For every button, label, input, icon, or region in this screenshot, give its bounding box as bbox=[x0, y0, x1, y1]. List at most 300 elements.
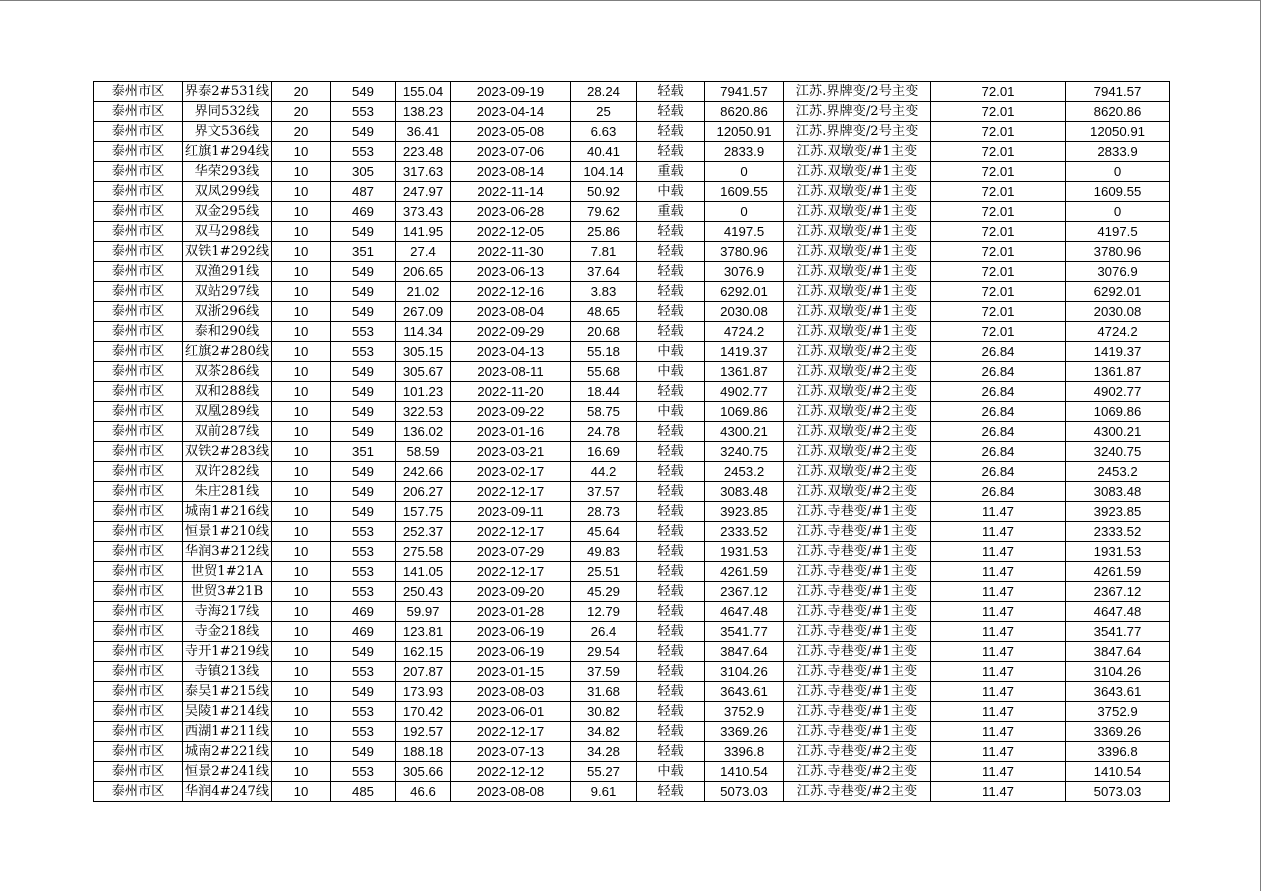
voltage-cell: 10 bbox=[272, 402, 331, 422]
voltage-cell: 10 bbox=[272, 482, 331, 502]
table-row bbox=[94, 382, 1170, 402]
table-row bbox=[94, 242, 1170, 262]
voltage-cell: 10 bbox=[272, 442, 331, 462]
transformer-cell: 江苏.双墩变/#2主变 bbox=[784, 422, 931, 442]
transformer-cell: 江苏.双墩变/#2主变 bbox=[784, 482, 931, 502]
model-cell: 553 bbox=[331, 562, 396, 582]
load-type-cell: 轻载 bbox=[637, 482, 705, 502]
area-cell: 泰州市区 bbox=[94, 442, 183, 462]
transformer-cell: 江苏.双墩变/#1主变 bbox=[784, 162, 931, 182]
voltage-cell: 20 bbox=[272, 82, 331, 102]
transformer-cell: 江苏.寺巷变/#1主变 bbox=[784, 542, 931, 562]
open-capacity-cell: 3847.64 bbox=[705, 642, 784, 662]
transformer-cell: 江苏.寺巷变/#2主变 bbox=[784, 742, 931, 762]
open-capacity-2-cell: 2367.12 bbox=[1066, 582, 1170, 602]
length-cell: 305.15 bbox=[396, 342, 451, 362]
load-rate-cell: 55.18 bbox=[571, 342, 637, 362]
line-name-cell: 双和288线 bbox=[183, 382, 272, 402]
open-capacity-cell: 3076.9 bbox=[705, 262, 784, 282]
transformer-load-cell: 11.47 bbox=[931, 542, 1066, 562]
line-name-cell: 泰吴1#215线 bbox=[183, 682, 272, 702]
length-cell: 21.02 bbox=[396, 282, 451, 302]
line-name-cell: 恒景2#241线 bbox=[183, 762, 272, 782]
transformer-load-cell: 11.47 bbox=[931, 602, 1066, 622]
line-name-cell: 双浙296线 bbox=[183, 302, 272, 322]
load-rate-cell: 34.28 bbox=[571, 742, 637, 762]
model-cell: 553 bbox=[331, 522, 396, 542]
table-row bbox=[94, 602, 1170, 622]
date-cell: 2022-12-16 bbox=[451, 282, 571, 302]
load-rate-cell: 25 bbox=[571, 102, 637, 122]
transformer-load-cell: 26.84 bbox=[931, 422, 1066, 442]
transformer-cell: 江苏.双墩变/#2主变 bbox=[784, 402, 931, 422]
length-cell: 188.18 bbox=[396, 742, 451, 762]
area-cell: 泰州市区 bbox=[94, 162, 183, 182]
length-cell: 247.97 bbox=[396, 182, 451, 202]
voltage-cell: 10 bbox=[272, 422, 331, 442]
model-cell: 549 bbox=[331, 462, 396, 482]
open-capacity-2-cell: 4724.2 bbox=[1066, 322, 1170, 342]
length-cell: 36.41 bbox=[396, 122, 451, 142]
transformer-cell: 江苏.双墩变/#2主变 bbox=[784, 462, 931, 482]
transformer-load-cell: 26.84 bbox=[931, 382, 1066, 402]
voltage-cell: 20 bbox=[272, 122, 331, 142]
area-cell: 泰州市区 bbox=[94, 282, 183, 302]
open-capacity-2-cell: 3643.61 bbox=[1066, 682, 1170, 702]
voltage-cell: 10 bbox=[272, 362, 331, 382]
area-cell: 泰州市区 bbox=[94, 482, 183, 502]
line-name-cell: 华润3#212线 bbox=[183, 542, 272, 562]
line-name-cell: 城南1#216线 bbox=[183, 502, 272, 522]
model-cell: 553 bbox=[331, 542, 396, 562]
line-name-cell: 华荣293线 bbox=[183, 162, 272, 182]
date-cell: 2023-07-06 bbox=[451, 142, 571, 162]
load-rate-cell: 6.63 bbox=[571, 122, 637, 142]
transformer-load-cell: 11.47 bbox=[931, 782, 1066, 802]
model-cell: 553 bbox=[331, 102, 396, 122]
load-type-cell: 轻载 bbox=[637, 722, 705, 742]
table-row bbox=[94, 782, 1170, 802]
load-rate-cell: 37.59 bbox=[571, 662, 637, 682]
area-cell: 泰州市区 bbox=[94, 742, 183, 762]
line-name-cell: 双铁2#283线 bbox=[183, 442, 272, 462]
length-cell: 157.75 bbox=[396, 502, 451, 522]
length-cell: 207.87 bbox=[396, 662, 451, 682]
length-cell: 101.23 bbox=[396, 382, 451, 402]
load-rate-cell: 12.79 bbox=[571, 602, 637, 622]
table-row bbox=[94, 162, 1170, 182]
line-name-cell: 双站297线 bbox=[183, 282, 272, 302]
transformer-load-cell: 11.47 bbox=[931, 702, 1066, 722]
voltage-cell: 10 bbox=[272, 542, 331, 562]
model-cell: 549 bbox=[331, 262, 396, 282]
table-row bbox=[94, 682, 1170, 702]
open-capacity-2-cell: 6292.01 bbox=[1066, 282, 1170, 302]
load-type-cell: 轻载 bbox=[637, 242, 705, 262]
transformer-load-cell: 26.84 bbox=[931, 402, 1066, 422]
area-cell: 泰州市区 bbox=[94, 342, 183, 362]
transformer-load-cell: 11.47 bbox=[931, 622, 1066, 642]
load-type-cell: 轻载 bbox=[637, 702, 705, 722]
area-cell: 泰州市区 bbox=[94, 222, 183, 242]
open-capacity-cell: 3780.96 bbox=[705, 242, 784, 262]
table-row bbox=[94, 262, 1170, 282]
area-cell: 泰州市区 bbox=[94, 622, 183, 642]
transformer-load-cell: 11.47 bbox=[931, 742, 1066, 762]
transformer-load-cell: 72.01 bbox=[931, 162, 1066, 182]
table-row bbox=[94, 322, 1170, 342]
voltage-cell: 10 bbox=[272, 742, 331, 762]
transformer-cell: 江苏.双墩变/#1主变 bbox=[784, 302, 931, 322]
load-rate-cell: 9.61 bbox=[571, 782, 637, 802]
transformer-load-cell: 11.47 bbox=[931, 562, 1066, 582]
load-type-cell: 轻载 bbox=[637, 682, 705, 702]
voltage-cell: 10 bbox=[272, 702, 331, 722]
area-cell: 泰州市区 bbox=[94, 702, 183, 722]
length-cell: 114.34 bbox=[396, 322, 451, 342]
open-capacity-cell: 2030.08 bbox=[705, 302, 784, 322]
open-capacity-cell: 2367.12 bbox=[705, 582, 784, 602]
load-rate-cell: 28.24 bbox=[571, 82, 637, 102]
area-cell: 泰州市区 bbox=[94, 602, 183, 622]
voltage-cell: 10 bbox=[272, 322, 331, 342]
open-capacity-2-cell: 5073.03 bbox=[1066, 782, 1170, 802]
area-cell: 泰州市区 bbox=[94, 642, 183, 662]
table-row bbox=[94, 482, 1170, 502]
table-row bbox=[94, 442, 1170, 462]
line-name-cell: 吴陵1#214线 bbox=[183, 702, 272, 722]
table-row bbox=[94, 702, 1170, 722]
load-rate-cell: 50.92 bbox=[571, 182, 637, 202]
model-cell: 305 bbox=[331, 162, 396, 182]
load-type-cell: 轻载 bbox=[637, 522, 705, 542]
table-row bbox=[94, 722, 1170, 742]
transformer-load-cell: 11.47 bbox=[931, 682, 1066, 702]
load-rate-cell: 34.82 bbox=[571, 722, 637, 742]
table-row bbox=[94, 102, 1170, 122]
load-rate-cell: 26.4 bbox=[571, 622, 637, 642]
length-cell: 252.37 bbox=[396, 522, 451, 542]
open-capacity-2-cell: 4647.48 bbox=[1066, 602, 1170, 622]
length-cell: 373.43 bbox=[396, 202, 451, 222]
open-capacity-cell: 2333.52 bbox=[705, 522, 784, 542]
load-type-cell: 轻载 bbox=[637, 82, 705, 102]
load-type-cell: 轻载 bbox=[637, 102, 705, 122]
length-cell: 267.09 bbox=[396, 302, 451, 322]
length-cell: 275.58 bbox=[396, 542, 451, 562]
load-type-cell: 轻载 bbox=[637, 782, 705, 802]
table-row bbox=[94, 122, 1170, 142]
transformer-cell: 江苏.寺巷变/#2主变 bbox=[784, 782, 931, 802]
date-cell: 2023-09-11 bbox=[451, 502, 571, 522]
load-type-cell: 轻载 bbox=[637, 442, 705, 462]
line-name-cell: 双渔291线 bbox=[183, 262, 272, 282]
open-capacity-cell: 1931.53 bbox=[705, 542, 784, 562]
model-cell: 487 bbox=[331, 182, 396, 202]
open-capacity-2-cell: 4902.77 bbox=[1066, 382, 1170, 402]
transformer-cell: 江苏.界牌变/2号主变 bbox=[784, 82, 931, 102]
open-capacity-cell: 3752.9 bbox=[705, 702, 784, 722]
open-capacity-2-cell: 1410.54 bbox=[1066, 762, 1170, 782]
date-cell: 2023-09-22 bbox=[451, 402, 571, 422]
date-cell: 2022-11-30 bbox=[451, 242, 571, 262]
transformer-load-cell: 26.84 bbox=[931, 462, 1066, 482]
open-capacity-2-cell: 1609.55 bbox=[1066, 182, 1170, 202]
load-type-cell: 重载 bbox=[637, 162, 705, 182]
line-name-cell: 世贸3#21B bbox=[183, 582, 272, 602]
date-cell: 2023-06-19 bbox=[451, 642, 571, 662]
voltage-cell: 10 bbox=[272, 602, 331, 622]
date-cell: 2023-07-29 bbox=[451, 542, 571, 562]
table-row bbox=[94, 582, 1170, 602]
area-cell: 泰州市区 bbox=[94, 142, 183, 162]
open-capacity-2-cell: 4261.59 bbox=[1066, 562, 1170, 582]
transformer-cell: 江苏.寺巷变/#1主变 bbox=[784, 502, 931, 522]
transformer-cell: 江苏.双墩变/#1主变 bbox=[784, 182, 931, 202]
open-capacity-cell: 2453.2 bbox=[705, 462, 784, 482]
open-capacity-2-cell: 0 bbox=[1066, 162, 1170, 182]
transformer-load-cell: 11.47 bbox=[931, 662, 1066, 682]
load-rate-cell: 25.51 bbox=[571, 562, 637, 582]
load-rate-cell: 49.83 bbox=[571, 542, 637, 562]
voltage-cell: 10 bbox=[272, 242, 331, 262]
table-row bbox=[94, 282, 1170, 302]
open-capacity-cell: 12050.91 bbox=[705, 122, 784, 142]
transformer-cell: 江苏.寺巷变/#1主变 bbox=[784, 662, 931, 682]
line-name-cell: 双许282线 bbox=[183, 462, 272, 482]
model-cell: 485 bbox=[331, 782, 396, 802]
date-cell: 2023-05-08 bbox=[451, 122, 571, 142]
length-cell: 170.42 bbox=[396, 702, 451, 722]
area-cell: 泰州市区 bbox=[94, 522, 183, 542]
transformer-cell: 江苏.双墩变/#2主变 bbox=[784, 362, 931, 382]
open-capacity-cell: 5073.03 bbox=[705, 782, 784, 802]
open-capacity-cell: 4300.21 bbox=[705, 422, 784, 442]
load-type-cell: 中载 bbox=[637, 342, 705, 362]
length-cell: 173.93 bbox=[396, 682, 451, 702]
model-cell: 553 bbox=[331, 582, 396, 602]
model-cell: 553 bbox=[331, 702, 396, 722]
table-row bbox=[94, 762, 1170, 782]
voltage-cell: 10 bbox=[272, 162, 331, 182]
date-cell: 2023-01-15 bbox=[451, 662, 571, 682]
line-name-cell: 城南2#221线 bbox=[183, 742, 272, 762]
length-cell: 136.02 bbox=[396, 422, 451, 442]
date-cell: 2022-09-29 bbox=[451, 322, 571, 342]
load-rate-cell: 45.64 bbox=[571, 522, 637, 542]
open-capacity-2-cell: 2030.08 bbox=[1066, 302, 1170, 322]
line-name-cell: 寺开1#219线 bbox=[183, 642, 272, 662]
open-capacity-2-cell: 12050.91 bbox=[1066, 122, 1170, 142]
load-rate-cell: 16.69 bbox=[571, 442, 637, 462]
load-rate-cell: 79.62 bbox=[571, 202, 637, 222]
transformer-load-cell: 26.84 bbox=[931, 362, 1066, 382]
model-cell: 553 bbox=[331, 142, 396, 162]
area-cell: 泰州市区 bbox=[94, 502, 183, 522]
date-cell: 2023-08-03 bbox=[451, 682, 571, 702]
open-capacity-cell: 3369.26 bbox=[705, 722, 784, 742]
table-row bbox=[94, 202, 1170, 222]
load-type-cell: 中载 bbox=[637, 402, 705, 422]
open-capacity-cell: 1609.55 bbox=[705, 182, 784, 202]
area-cell: 泰州市区 bbox=[94, 682, 183, 702]
load-type-cell: 轻载 bbox=[637, 662, 705, 682]
model-cell: 469 bbox=[331, 202, 396, 222]
model-cell: 549 bbox=[331, 422, 396, 442]
open-capacity-cell: 3396.8 bbox=[705, 742, 784, 762]
transformer-cell: 江苏.界牌变/2号主变 bbox=[784, 102, 931, 122]
transformer-load-cell: 26.84 bbox=[931, 482, 1066, 502]
transformer-cell: 江苏.双墩变/#1主变 bbox=[784, 142, 931, 162]
model-cell: 549 bbox=[331, 302, 396, 322]
load-type-cell: 轻载 bbox=[637, 642, 705, 662]
line-name-cell: 双凤299线 bbox=[183, 182, 272, 202]
open-capacity-cell: 4261.59 bbox=[705, 562, 784, 582]
area-cell: 泰州市区 bbox=[94, 202, 183, 222]
transformer-cell: 江苏.寺巷变/#2主变 bbox=[784, 762, 931, 782]
transformer-cell: 江苏.双墩变/#1主变 bbox=[784, 202, 931, 222]
voltage-cell: 10 bbox=[272, 202, 331, 222]
voltage-cell: 10 bbox=[272, 762, 331, 782]
table-row bbox=[94, 642, 1170, 662]
transformer-cell: 江苏.寺巷变/#1主变 bbox=[784, 722, 931, 742]
transformer-cell: 江苏.双墩变/#1主变 bbox=[784, 242, 931, 262]
open-capacity-2-cell: 2453.2 bbox=[1066, 462, 1170, 482]
open-capacity-cell: 1410.54 bbox=[705, 762, 784, 782]
transformer-cell: 江苏.寺巷变/#1主变 bbox=[784, 682, 931, 702]
transformer-load-cell: 72.01 bbox=[931, 302, 1066, 322]
area-cell: 泰州市区 bbox=[94, 662, 183, 682]
open-capacity-cell: 1069.86 bbox=[705, 402, 784, 422]
load-type-cell: 中载 bbox=[637, 182, 705, 202]
open-capacity-cell: 3240.75 bbox=[705, 442, 784, 462]
load-type-cell: 轻载 bbox=[637, 422, 705, 442]
length-cell: 317.63 bbox=[396, 162, 451, 182]
date-cell: 2022-12-12 bbox=[451, 762, 571, 782]
date-cell: 2022-12-05 bbox=[451, 222, 571, 242]
load-type-cell: 轻载 bbox=[637, 222, 705, 242]
voltage-cell: 10 bbox=[272, 302, 331, 322]
date-cell: 2023-08-04 bbox=[451, 302, 571, 322]
open-capacity-cell: 2833.9 bbox=[705, 142, 784, 162]
line-name-cell: 双马298线 bbox=[183, 222, 272, 242]
line-name-cell: 双铁1#292线 bbox=[183, 242, 272, 262]
line-name-cell: 界同532线 bbox=[183, 102, 272, 122]
open-capacity-2-cell: 3780.96 bbox=[1066, 242, 1170, 262]
load-rate-cell: 40.41 bbox=[571, 142, 637, 162]
area-cell: 泰州市区 bbox=[94, 362, 183, 382]
transformer-load-cell: 72.01 bbox=[931, 82, 1066, 102]
date-cell: 2023-09-19 bbox=[451, 82, 571, 102]
area-cell: 泰州市区 bbox=[94, 762, 183, 782]
model-cell: 549 bbox=[331, 382, 396, 402]
voltage-cell: 10 bbox=[272, 342, 331, 362]
load-type-cell: 中载 bbox=[637, 762, 705, 782]
open-capacity-2-cell: 3083.48 bbox=[1066, 482, 1170, 502]
length-cell: 58.59 bbox=[396, 442, 451, 462]
line-name-cell: 双茶286线 bbox=[183, 362, 272, 382]
transformer-cell: 江苏.寺巷变/#1主变 bbox=[784, 642, 931, 662]
transformer-load-cell: 26.84 bbox=[931, 342, 1066, 362]
length-cell: 250.43 bbox=[396, 582, 451, 602]
date-cell: 2022-11-14 bbox=[451, 182, 571, 202]
area-cell: 泰州市区 bbox=[94, 182, 183, 202]
transformer-cell: 江苏.寺巷变/#1主变 bbox=[784, 702, 931, 722]
length-cell: 322.53 bbox=[396, 402, 451, 422]
open-capacity-cell: 0 bbox=[705, 162, 784, 182]
area-cell: 泰州市区 bbox=[94, 262, 183, 282]
line-name-cell: 红旗1#294线 bbox=[183, 142, 272, 162]
load-rate-cell: 37.64 bbox=[571, 262, 637, 282]
transformer-load-cell: 11.47 bbox=[931, 642, 1066, 662]
table-row bbox=[94, 142, 1170, 162]
transformer-load-cell: 72.01 bbox=[931, 202, 1066, 222]
open-capacity-2-cell: 7941.57 bbox=[1066, 82, 1170, 102]
table-row bbox=[94, 742, 1170, 762]
area-cell: 泰州市区 bbox=[94, 782, 183, 802]
table-row bbox=[94, 222, 1170, 242]
transformer-load-cell: 11.47 bbox=[931, 502, 1066, 522]
open-capacity-2-cell: 3847.64 bbox=[1066, 642, 1170, 662]
voltage-cell: 10 bbox=[272, 142, 331, 162]
area-cell: 泰州市区 bbox=[94, 102, 183, 122]
area-cell: 泰州市区 bbox=[94, 242, 183, 262]
open-capacity-2-cell: 4300.21 bbox=[1066, 422, 1170, 442]
model-cell: 351 bbox=[331, 242, 396, 262]
transformer-load-cell: 26.84 bbox=[931, 442, 1066, 462]
voltage-cell: 10 bbox=[272, 262, 331, 282]
load-type-cell: 轻载 bbox=[637, 562, 705, 582]
open-capacity-2-cell: 3923.85 bbox=[1066, 502, 1170, 522]
load-rate-cell: 7.81 bbox=[571, 242, 637, 262]
area-cell: 泰州市区 bbox=[94, 422, 183, 442]
load-type-cell: 轻载 bbox=[637, 542, 705, 562]
line-name-cell: 华润4#247线 bbox=[183, 782, 272, 802]
model-cell: 553 bbox=[331, 762, 396, 782]
transformer-load-cell: 11.47 bbox=[931, 582, 1066, 602]
load-type-cell: 轻载 bbox=[637, 282, 705, 302]
voltage-cell: 10 bbox=[272, 582, 331, 602]
table-row bbox=[94, 302, 1170, 322]
load-type-cell: 轻载 bbox=[637, 602, 705, 622]
date-cell: 2022-11-20 bbox=[451, 382, 571, 402]
load-rate-cell: 20.68 bbox=[571, 322, 637, 342]
transformer-load-cell: 72.01 bbox=[931, 262, 1066, 282]
line-name-cell: 泰和290线 bbox=[183, 322, 272, 342]
voltage-cell: 10 bbox=[272, 782, 331, 802]
date-cell: 2023-08-14 bbox=[451, 162, 571, 182]
model-cell: 469 bbox=[331, 622, 396, 642]
line-name-cell: 寺镇213线 bbox=[183, 662, 272, 682]
transformer-cell: 江苏.寺巷变/#1主变 bbox=[784, 562, 931, 582]
load-type-cell: 轻载 bbox=[637, 122, 705, 142]
date-cell: 2023-08-11 bbox=[451, 362, 571, 382]
load-rate-cell: 48.65 bbox=[571, 302, 637, 322]
line-name-cell: 世贸1#21A bbox=[183, 562, 272, 582]
transformer-load-cell: 72.01 bbox=[931, 242, 1066, 262]
line-name-cell: 界泰2#531线 bbox=[183, 82, 272, 102]
table-row bbox=[94, 82, 1170, 102]
table-row bbox=[94, 502, 1170, 522]
load-rate-cell: 29.54 bbox=[571, 642, 637, 662]
model-cell: 549 bbox=[331, 682, 396, 702]
load-type-cell: 轻载 bbox=[637, 322, 705, 342]
open-capacity-cell: 3643.61 bbox=[705, 682, 784, 702]
load-type-cell: 轻载 bbox=[637, 382, 705, 402]
transformer-load-cell: 72.01 bbox=[931, 282, 1066, 302]
voltage-cell: 10 bbox=[272, 502, 331, 522]
date-cell: 2023-01-28 bbox=[451, 602, 571, 622]
